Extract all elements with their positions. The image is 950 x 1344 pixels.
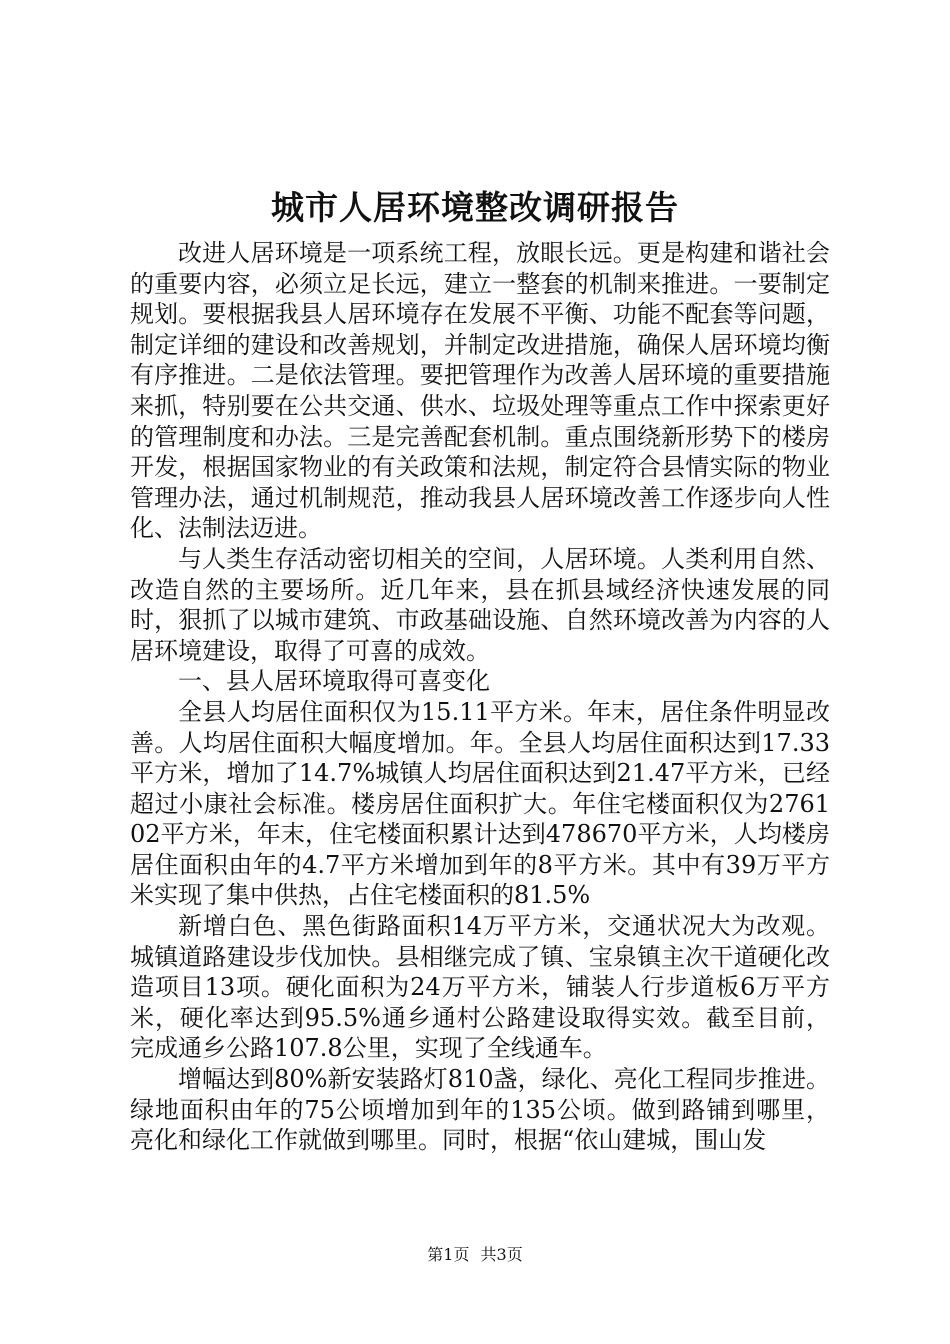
- paragraph: 增幅达到80%新安装路灯810盏，绿化、亮化工程同步推进。绿地面积由年的75公顷增加到年的135公顷。做到路铺到哪里，亮化和绿化工作就做到哪里。同时，根据“依山建城，围山发: [130, 1065, 830, 1155]
- paragraph: 全县人均居住面积仅为15.11平方米。年末，居住条件明显改善。人均居住面积大幅度增加。年。全县人均居住面积达到17.33平方米，增加了14.7%城镇人均居住面积达到21.47平方米，已经超过小康社会标准。楼房居住面积扩大。年住宅楼面积仅为276102平方米，年末，住宅楼面积累计达到478670平方米，人均楼房居住面积由年的4.7平方米增加到年的8平方米。其中有39万平方米实现了集中供热，占住宅楼面积的81.5%: [130, 697, 830, 910]
- paragraph: 与人类生存活动密切相关的空间，人居环境。人类利用自然、改造自然的主要场所。近几年来，县在抓县域经济快速发展的同时，狠抓了以城市建筑、市政基础设施、自然环境改善为内容的人居环境建设，取得了可喜的成效。: [130, 544, 830, 665]
- page-number: 第1页: [427, 1245, 470, 1264]
- document-title: 城市人居环境整改调研报告: [271, 188, 679, 227]
- section-heading: 一、县人居环境取得可喜变化: [178, 667, 490, 696]
- document-body: [130, 238, 830, 1156]
- page-footer: [0, 1245, 950, 1265]
- page-total: 共3页: [480, 1245, 523, 1264]
- paragraph: 改进人居环境是一项系统工程，放眼长远。更是构建和谐社会的重要内容，必须立足长远，建立一整套的机制来推进。一要制定规划。要根据我县人居环境存在发展不平衡、功能不配套等问题，制定详细的建设和改善规划，并制定改进措施，确保人居环境均衡有序推进。二是依法管理。要把管理作为改善人居环境的重要措施来抓，特别要在公共交通、供水、垃圾处理等重点工作中探索更好的管理制度和办法。三是完善配套机制。重点围绕新形势下的楼房开发，根据国家物业的有关政策和法规，制定符合县情实际的物业管理办法，通过机制规范，推动我县人居环境改善工作逐步向人性化、法制法迈进。: [130, 239, 830, 543]
- paragraph: 新增白色、黑色街路面积14万平方米，交通状况大为改观。城镇道路建设步伐加快。县相继完成了镇、宝泉镇主次干道硬化改造项目13项。硬化面积为24万平方米，铺装人行步道板6万平方米，硬化率达到95.5%通乡通村公路建设取得实效。截至目前，完成通乡公路107.8公里，实现了全线通车。: [130, 912, 830, 1063]
